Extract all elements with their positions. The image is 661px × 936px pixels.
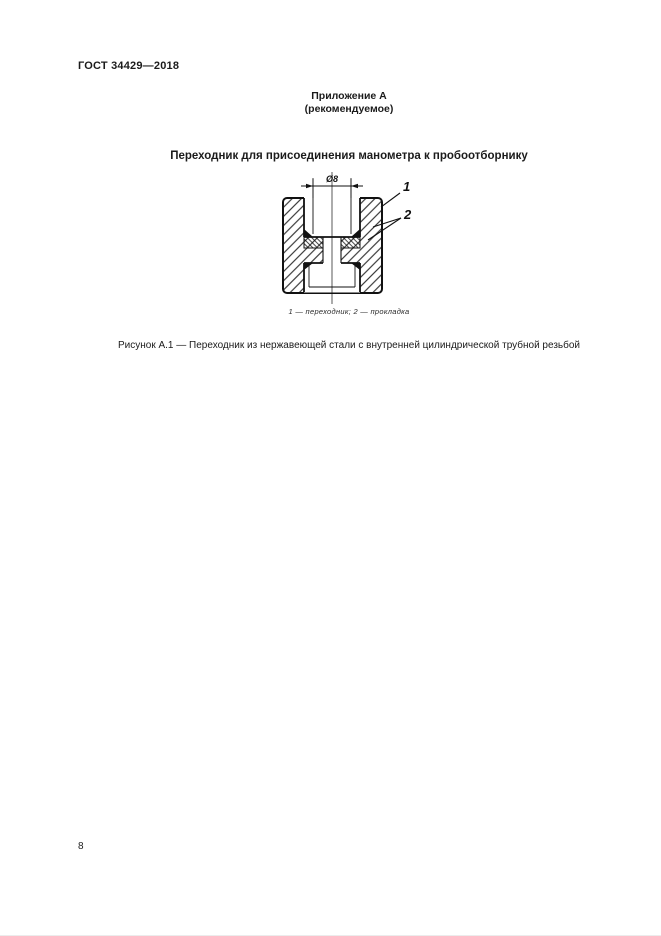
callout-1-label: 1 xyxy=(403,179,411,194)
appendix-heading-line1: Приложение А xyxy=(311,90,387,102)
appendix-heading-line2: (рекомендуемое) xyxy=(304,103,394,115)
callout-1 xyxy=(381,179,410,207)
section-title: Переходник для присоединения манометра к пробоотборнику xyxy=(170,150,528,162)
figure-legend: 1 — переходник; 2 — прокладка xyxy=(288,307,410,316)
dimension-label: Ø8 xyxy=(325,174,339,184)
document-header: ГОСТ 34429—2018 xyxy=(78,60,180,72)
adapter-body xyxy=(283,197,382,293)
page-number: 8 xyxy=(78,841,84,852)
adapter-cross-section-drawing xyxy=(265,166,435,306)
figure-caption: Рисунок А.1 — Переходник из нержавеющей стали с внутренней цилиндрической трубной резьбой xyxy=(117,340,581,351)
callout-2-label: 2 xyxy=(404,207,412,222)
appendix-heading xyxy=(78,90,620,116)
